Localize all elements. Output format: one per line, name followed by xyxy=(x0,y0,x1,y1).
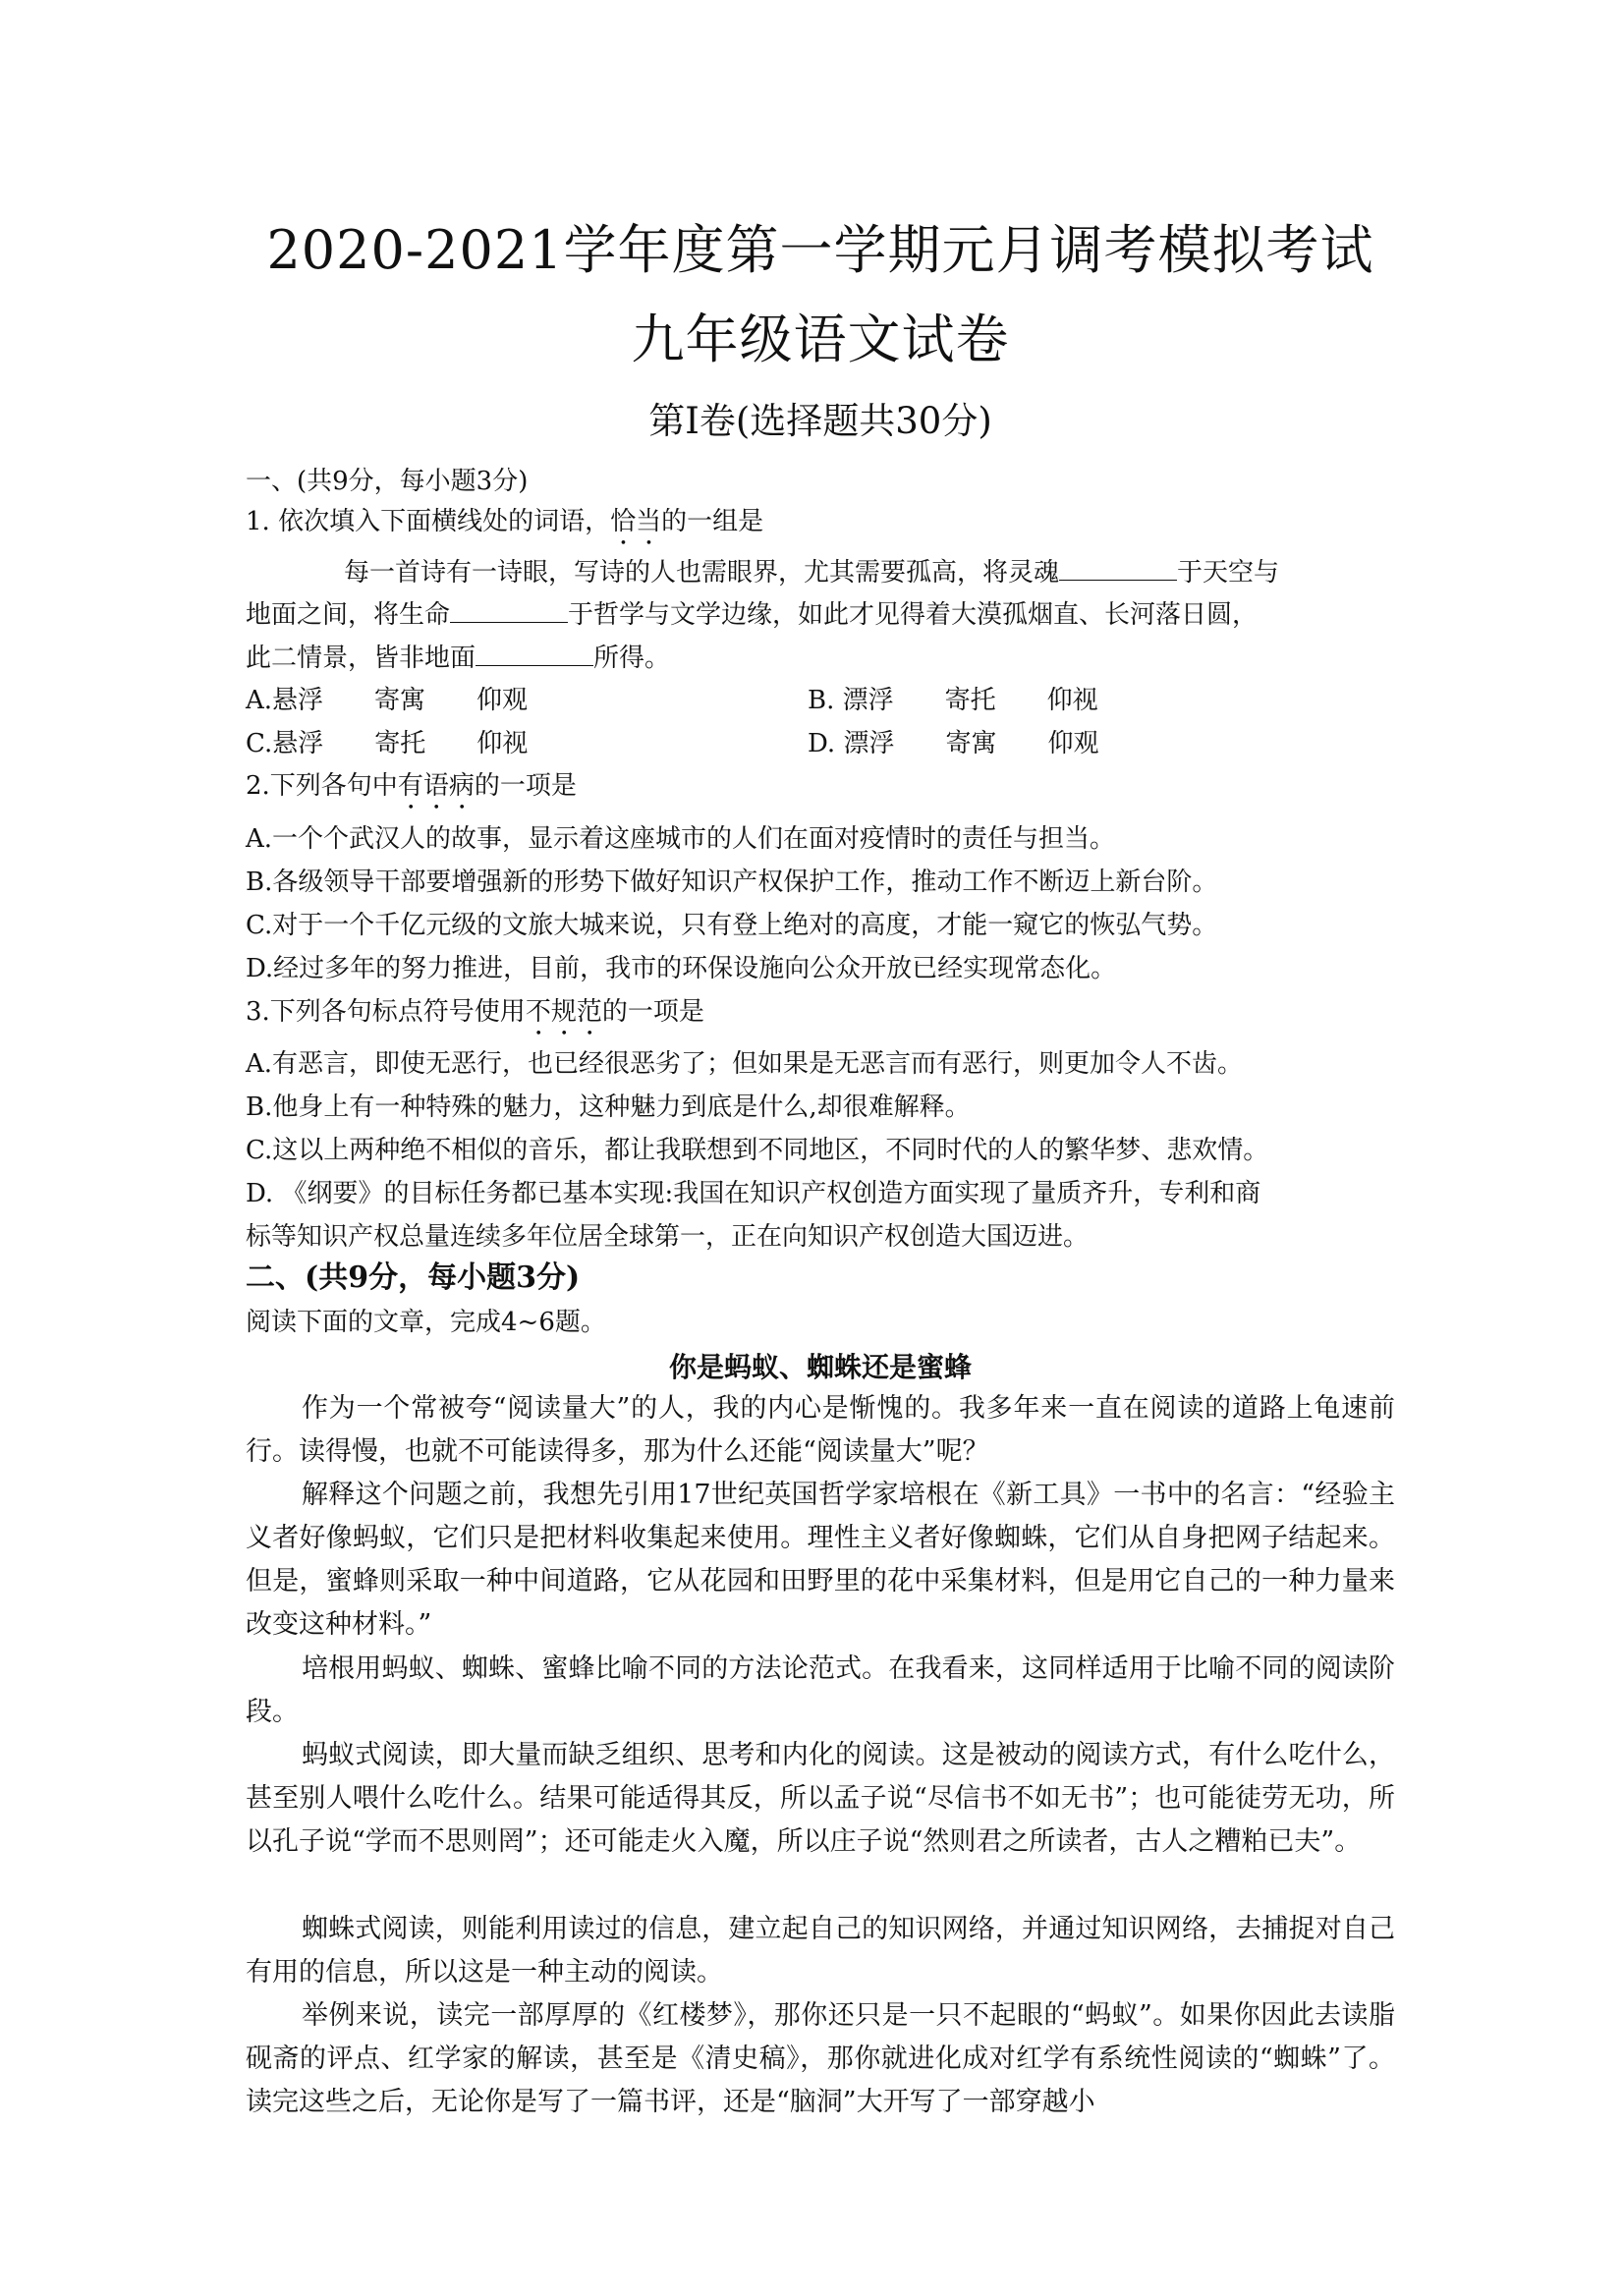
article-paragraph-6: 举例来说，读完一部厚厚的《红楼梦》，那你还只是一只不起眼的“蚂蚁”。如果你因此去读脂砚斋的评点、红学家的解读，甚至是《清史稿》，那你就进化成对红学有系统性阅读的“蜘蛛”了。读完这些之后，无论你是写了一篇书评，还是“脑洞”大开写了一部穿越小 xyxy=(246,2000,1395,2117)
q3-option-c[interactable]: C.这以上两种绝不相似的音乐，都让我联想到不同地区，不同时代的人的繁华梦、悲欢情。 xyxy=(246,1136,1269,1165)
q1-blank-2[interactable] xyxy=(450,596,568,623)
q1-stem: 1. 依次填入下面横线处的词语，恰当的一组是 xyxy=(246,507,764,536)
q3-stem: 3.下列各句标点符号使用不规范的一项是 xyxy=(246,997,704,1027)
q2-option-b[interactable]: B.各级领导干部要增强新的形势下做好知识产权保护工作，推动工作不断迈上新台阶。 xyxy=(246,868,1218,897)
section2-heading: 二、(共9分，每小题3分) xyxy=(246,1260,581,1295)
article-paragraph-2: 解释这个问题之前，我想先引用17世纪英国哲学家培根在《新工具》一书中的名言：“经验主义者好像蚂蚁，它们只是把材料收集起来使用。理性主义者好像蜘蛛，它们从自身把网子结起来。但是，蜜蜂则采取一种中间道路，它从花园和田野里的花中采集材料，但是用它自己的一种力量来改变这种材料。” xyxy=(246,1480,1395,1640)
article-paragraph-3: 培根用蚂蚁、蜘蛛、蜜蜂比喻不同的方法论范式。在我看来，这同样适用于比喻不同的阅读阶段。 xyxy=(246,1653,1395,1727)
exam-title: 2020-2021学年度第一学期元月调考模拟考试 xyxy=(266,219,1374,281)
article-paragraph-1: 作为一个常被夸“阅读量大”的人，我的内心是惭愧的。我多年来一直在阅读的道路上龟速前行。读得慢，也就不可能读得多，那为什么还能“阅读量大”呢？ xyxy=(246,1393,1395,1467)
article-paragraph-5: 蜘蛛式阅读，则能利用读过的信息，建立起自己的知识网络，并通过知识网络，去捕捉对自己有用的信息，所以这是一种主动的阅读。 xyxy=(246,1914,1395,1988)
q2-option-c[interactable]: C.对于一个千亿元级的文旅大城来说，只有登上绝对的高度，才能一窥它的恢弘气势。 xyxy=(246,911,1218,940)
q1-passage-line1: 每一首诗有一诗眼，写诗的人也需眼界，尤其需要孤高，将灵魂 于天空与 xyxy=(246,553,1493,592)
q1-option-c[interactable]: C.悬浮 寄托 仰视 xyxy=(246,729,529,758)
q3-option-b[interactable]: B.他身上有一种特殊的魅力，这种魅力到底是什么,却很难解释。 xyxy=(246,1092,971,1122)
q3-option-d-cont: 标等知识产权总量连续多年位居全球第一，正在向知识产权创造大国迈进。 xyxy=(246,1222,1090,1252)
q3-emphasis: 不规范 xyxy=(525,997,602,1027)
q1-option-b[interactable]: B. 漂浮 寄托 仰视 xyxy=(808,686,1098,715)
article-title: 你是蚂蚁、蜘蛛还是蜜蜂 xyxy=(668,1351,972,1383)
q2-emphasis: 有语病 xyxy=(397,771,475,801)
exam-subtitle: 九年级语文试卷 xyxy=(631,308,1010,370)
q1-option-d[interactable]: D. 漂浮 寄寓 仰观 xyxy=(808,729,1099,758)
q1-option-a[interactable]: A.悬浮 寄寓 仰观 xyxy=(246,686,529,715)
volume-title: 第Ⅰ卷(选择题共30分) xyxy=(648,400,992,442)
section1-heading: 一、(共9分，每小题3分) xyxy=(246,467,529,496)
q1-blank-1[interactable] xyxy=(1059,554,1177,581)
q2-stem: 2.下列各句中有语病的一项是 xyxy=(246,771,577,801)
q2-option-d[interactable]: D.经过多年的努力推进，目前，我市的环保设施向公众开放已经实现常态化。 xyxy=(246,954,1117,983)
section2-instruction: 阅读下面的文章，完成4~6题。 xyxy=(246,1308,606,1337)
q1-blank-3[interactable] xyxy=(476,640,593,666)
q1-passage-line3: 此二情景，皆非地面 所得。 xyxy=(246,639,1395,678)
q3-option-a[interactable]: A.有恶言，即使无恶行，也已经很恶劣了；但如果是无恶言而有恶行，则更加令人不齿。 xyxy=(246,1049,1244,1079)
article-paragraph-4: 蚂蚁式阅读，即大量而缺乏组织、思考和内化的阅读。这是被动的阅读方式，有什么吃什么，甚至别人喂什么吃什么。结果可能适得其反，所以孟子说“尽信书不如无书”；也可能徒劳无功，所以孔子说“学而不思则罔”；还可能走火入魔，所以庄子说“然则君之所读者，古人之糟粕已夫”。 xyxy=(246,1740,1395,1857)
q1-passage-line2: 地面之间，将生命 于哲学与文学边缘，如此才见得着大漠孤烟直、长河落日圆， xyxy=(246,595,1395,635)
q2-option-a[interactable]: A.一个个武汉人的故事，显示着这座城市的人们在面对疫情时的责任与担当。 xyxy=(246,824,1116,854)
q1-emphasis: 恰当 xyxy=(610,507,662,536)
q3-option-d[interactable]: D. 《纲要》的目标任务都已基本实现:我国在知识产权创造方面实现了量质齐升，专利和商 xyxy=(246,1179,1261,1208)
